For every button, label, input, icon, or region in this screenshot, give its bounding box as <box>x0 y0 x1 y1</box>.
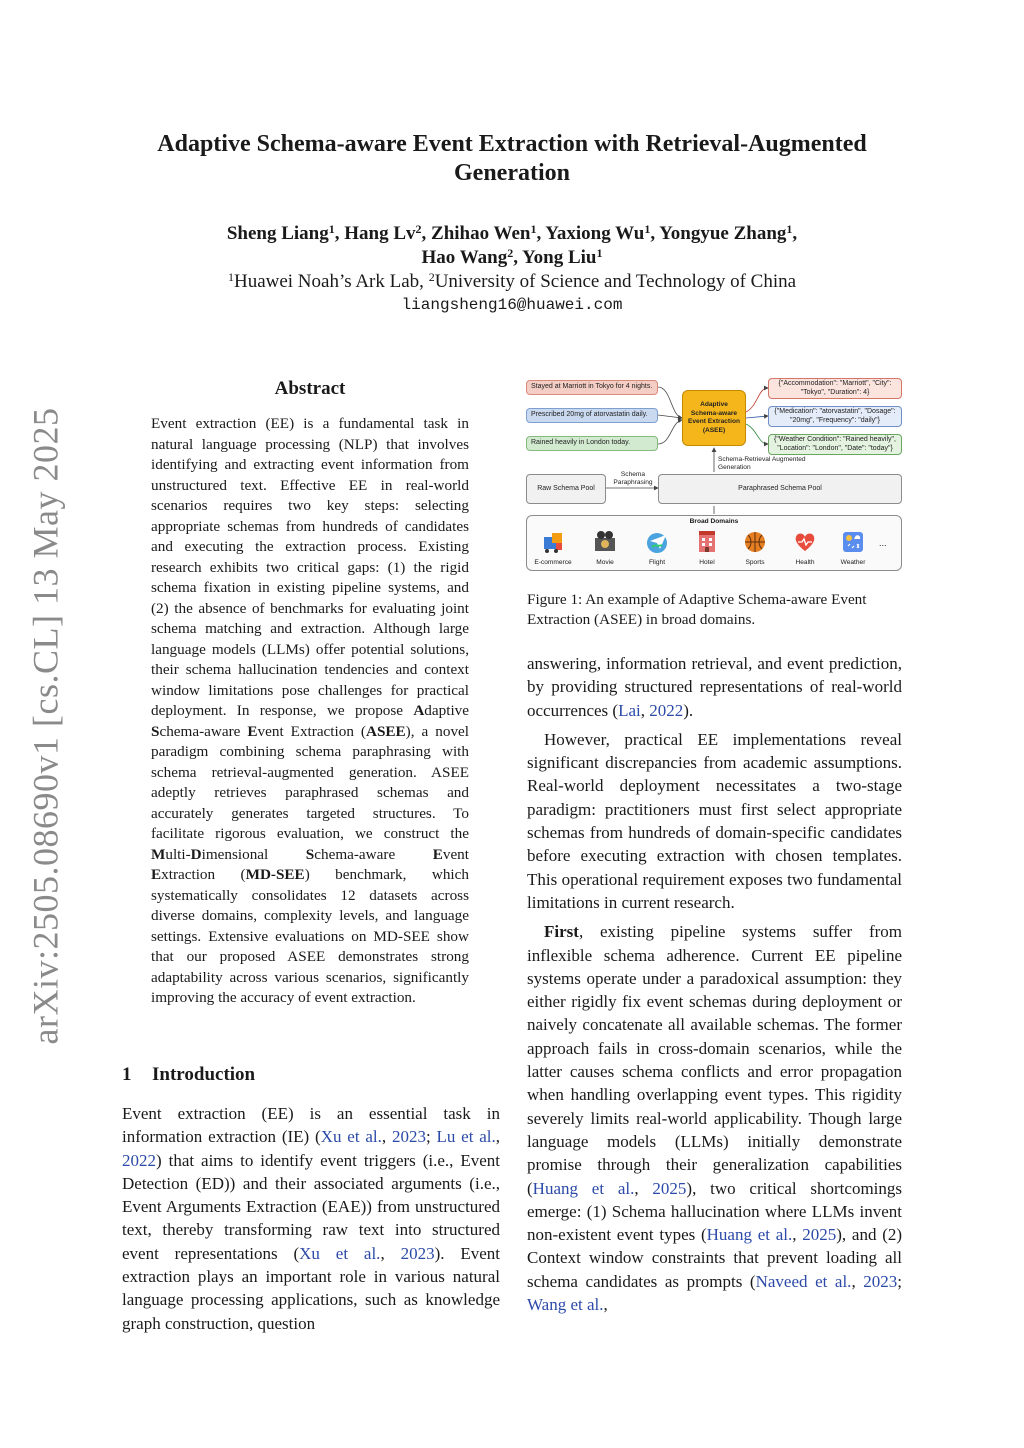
paper-title <box>100 130 924 188</box>
figure-1 <box>526 376 902 572</box>
domain-weather <box>831 529 875 566</box>
domain-ecommerce <box>531 529 575 566</box>
abstract-bold: S <box>151 722 160 740</box>
citation-link[interactable]: Xu et al. <box>299 1243 381 1263</box>
title-line-1: Adaptive Schema-aware Event Extraction with Retrieval-Augmented <box>157 131 867 157</box>
body-text: , <box>640 700 650 720</box>
abstract-text: vent <box>442 845 469 863</box>
abstract-text: ulti- <box>165 845 191 863</box>
domain-label: Movie <box>596 559 614 566</box>
intro-text: Event extraction (EE) is an essential task in information extraction (IE) ( <box>122 1104 500 1147</box>
contact-email[interactable]: liangsheng16@huawei.com <box>401 296 623 314</box>
author: Sheng Liang <box>226 223 329 244</box>
body-text: ). <box>683 700 694 720</box>
citation-link[interactable]: Huang et al. <box>532 1178 635 1198</box>
domain-sports <box>733 529 777 566</box>
author: Yong Liu <box>522 247 597 268</box>
basketball-icon <box>742 529 768 555</box>
author: Hao Wang <box>421 247 508 268</box>
hotel-building-icon <box>694 529 720 555</box>
body-text: ; <box>897 1271 902 1291</box>
domain-hotel <box>685 529 729 566</box>
paragraph <box>527 652 902 722</box>
input-text: Stayed at Marriott in Tokyo for 4 nights. <box>531 383 653 391</box>
paragraph <box>527 920 902 1316</box>
raw-pool-label: Raw Schema Pool <box>537 484 595 492</box>
domain-label: Flight <box>648 559 666 566</box>
film-camera-icon <box>592 529 618 555</box>
citation-link[interactable]: Lu et al. <box>436 1127 496 1147</box>
author-line-2 <box>100 246 924 270</box>
citation-link[interactable]: Huang et al. <box>706 1225 793 1245</box>
domain-label: Health <box>795 559 815 566</box>
introduction-body <box>122 1102 500 1335</box>
affiliations <box>100 270 924 294</box>
bold-lead: First <box>544 922 579 942</box>
abstract-bold: S <box>305 845 315 863</box>
abstract-bold: E <box>151 866 162 883</box>
abstract-bold: E <box>432 845 443 863</box>
abstract-text: xtraction ( <box>161 866 246 883</box>
abstract-text: ), a novel paradigm combining schema paraphrasing with schema retrieval-augmented generation. ASEE adeptly retrieves paraphrased schemas and accurately generates targeted structures. To facilitate rigorous evaluation, we construct the <box>151 722 469 842</box>
para-pool-label: Paraphrased Schema Pool <box>738 484 822 492</box>
intro-text: ). Event extraction plays an important role in various natural language processing applications, such as knowledge graph construction, question <box>122 1243 500 1333</box>
author-affil: 1 <box>786 222 793 236</box>
citation-link[interactable]: Lai <box>618 700 641 720</box>
author-affil: 1 <box>530 222 537 236</box>
abstract-bold: M <box>151 845 166 863</box>
abstract-text: imensional <box>201 845 306 863</box>
intro-text: , <box>381 1127 392 1147</box>
asee-label: Adaptive Schema-aware Event Extraction (ASEE) <box>687 401 741 434</box>
title-line-2: Generation <box>454 160 570 186</box>
abstract-bold: MD-SEE <box>245 866 305 883</box>
domain-movie <box>583 529 627 566</box>
right-column-body <box>527 652 902 1322</box>
section-number: 1 <box>122 1064 132 1085</box>
domains-title: Broad Domains <box>689 518 739 525</box>
author-sep: , <box>513 247 523 268</box>
input-sentence-hotel <box>526 380 658 395</box>
domain-health <box>783 529 827 566</box>
author-affil: 1 <box>328 222 335 236</box>
srag-label: Schema-Retrieval Augmented Generation <box>718 456 806 471</box>
body-text: , <box>792 1225 803 1245</box>
output-text: {"Accommodation": "Marriott", "City": "Tokyo", "Duration": 4} <box>778 380 892 396</box>
citation-link[interactable]: 2022 <box>649 700 684 720</box>
affil-sup: 2 <box>428 270 435 284</box>
citation-link[interactable]: Wang et al. <box>527 1295 604 1315</box>
body-text: , <box>851 1271 864 1291</box>
domain-label: Sports <box>745 559 765 566</box>
section-heading-introduction <box>122 1064 255 1086</box>
weather-icon <box>840 529 866 555</box>
domain-label: Hotel <box>699 559 715 566</box>
author-sep: , <box>421 223 432 244</box>
asee-model-box <box>682 390 746 446</box>
body-text: , <box>634 1178 653 1198</box>
arxiv-identifier <box>14 407 76 1045</box>
input-text: Prescribed 20mg of atorvastatin daily. <box>531 411 648 419</box>
abstract-text: chema-aware <box>159 722 248 740</box>
author-affil: 2 <box>415 222 422 236</box>
author-sep: , <box>650 223 660 244</box>
abstract-text: chema-aware <box>314 845 433 863</box>
author: Hang Lv <box>344 223 416 244</box>
author-list <box>100 222 924 270</box>
paragraph: However, practical EE implementations reveal significant discrepancies from academic assumptions. Real-world deployment necessitates a two-stage paradigm: practitioners must first select appropriate schemas from hundreds of domain-specific candidates before executing extraction with chosen templates. This operational requirement exposes two fundamental limitations in current research. <box>527 729 902 912</box>
abstract-heading: Abstract <box>274 378 346 399</box>
author-sep: , <box>792 223 798 244</box>
paraphrasing-label: Schema Paraphrasing <box>613 471 653 486</box>
author: Yongyue Zhang <box>659 223 787 244</box>
citation-link[interactable]: 2025 <box>652 1178 687 1198</box>
shopping-cart-icon <box>540 529 566 555</box>
intro-text: ) that aims to identify event triggers (i.e., Event Detection (ED)) and their associated arguments (i.e., Event Arguments Extraction (EAE)) from unstructured text, thereby transforming raw text into structured event representations ( <box>122 1150 500 1263</box>
citation-link[interactable]: Naveed et al. <box>755 1271 852 1291</box>
intro-text: , <box>380 1243 401 1263</box>
author: Yaxiong Wu <box>545 223 645 244</box>
body-text: ), and (2) Context window constraints that prevent loading all schema candidates as prompts ( <box>527 1225 903 1291</box>
abstract-text: vent Extraction ( <box>257 722 366 740</box>
abstract-text: daptive <box>424 702 469 719</box>
author-affil: 1 <box>596 246 603 260</box>
abstract-text: ) benchmark, which systematically consolidates 12 datasets across diverse domains, complexity levels, and language settings. Extensive evaluations on MD-SEE show that our proposed ASEE demonstrates strong adaptability across various scenarios, significantly improving the accuracy of event extraction. <box>151 866 469 1006</box>
domain-flight <box>635 529 679 566</box>
author-line-1 <box>100 222 924 246</box>
abstract-text: Event extraction (EE) is a fundamental task in natural language processing (NLP) that involves identifying and extracting event information from unstructured text. Effective EE in real-world scenarios requires two key steps: selecting appropriate schemas from hundreds of candidates and executing the extraction process. Existing research exhibits two critical gaps: (1) the rigid schema fixation in existing pipeline systems, and (2) the absence of benchmarks for evaluating joint schema matching and extraction. Although large language models (LLMs) offer potential solutions, their schema hallucination tendencies and context window limitations pose challenges for practical deployment. In response, we propose <box>151 415 469 719</box>
citation-link[interactable]: 2022 <box>122 1150 156 1170</box>
intro-text: , <box>495 1127 501 1147</box>
abstract-bold: E <box>247 722 258 740</box>
input-sentence-health <box>526 408 658 423</box>
figure-caption: Figure 1: An example of Adaptive Schema-aware Event Extraction (ASEE) in broad domains. <box>527 591 867 628</box>
author-affil: 2 <box>507 246 514 260</box>
paraphrased-schema-pool <box>658 474 902 504</box>
affil-1: Huawei Noah’s Ark Lab, <box>233 271 429 292</box>
section-title: Introduction <box>152 1064 256 1085</box>
domain-label: E-commerce <box>534 559 572 566</box>
arxiv-id-text: arXiv:2505.08690v1 [cs.CL] 13 May 2025 <box>25 407 65 1045</box>
abstract-bold: ASEE <box>365 722 406 740</box>
body-text: , <box>603 1295 608 1315</box>
input-sentence-weather <box>526 436 658 451</box>
citation-link[interactable]: 2023 <box>400 1243 435 1263</box>
author-sep: , <box>536 223 546 244</box>
citation-link[interactable]: 2023 <box>391 1127 426 1147</box>
airplane-globe-icon <box>644 529 670 555</box>
body-text: , existing pipeline systems suffer from inflexible schema adherence. Current EE pipeline systems operate under a paradoxical assumption: they either rigidly fix event schemas during deployment or naively concatenate all available schemas. The former approach fails in cross-domain scenarios, while the latter causes schema conflicts and error propagation when handling overlapping event types. This rigidity severely limits real-world applicability. Though large language models (LLMs) initially demonstrate promise through their generalization capabilities ( <box>527 922 902 1198</box>
output-json-health <box>768 406 902 427</box>
raw-schema-pool <box>526 474 606 504</box>
affil-2: University of Science and Technology of China <box>434 271 797 292</box>
citation-link[interactable]: Xu et al. <box>320 1127 382 1147</box>
body-text: ), two critical shortcomings emerge: (1) Schema hallucination where LLMs invent non-existent event types ( <box>527 1178 903 1245</box>
output-text: {"Weather Condition": "Rained heavily", "Location": "London", "Date": "today"} <box>774 436 896 452</box>
body-text: answering, information retrieval, and event prediction, by providing structured representations of real-world occurrences ( <box>527 654 902 720</box>
output-text: {"Medication": "atorvastatin", "Dosage": "20mg", "Frequency": "daily"} <box>774 408 896 424</box>
author-sep: , <box>334 223 345 244</box>
output-json-weather <box>768 434 902 455</box>
abstract-body <box>151 414 469 1009</box>
domain-label: Weather <box>840 559 866 566</box>
author-affil: 1 <box>644 222 651 236</box>
citation-link[interactable]: 2025 <box>802 1225 837 1245</box>
more-domains-ellipsis: ... <box>879 538 887 548</box>
broad-domains-panel <box>526 515 902 571</box>
output-json-hotel <box>768 378 902 399</box>
citation-link[interactable]: 2023 <box>863 1271 898 1291</box>
affil-sup: 1 <box>227 270 234 284</box>
intro-text: ; <box>425 1127 437 1147</box>
input-text: Rained heavily in London today. <box>531 439 631 447</box>
abstract-bold: A <box>413 702 425 719</box>
abstract-bold: D <box>190 845 202 863</box>
author: Zhihao Wen <box>431 223 531 244</box>
heart-health-icon <box>792 529 818 555</box>
